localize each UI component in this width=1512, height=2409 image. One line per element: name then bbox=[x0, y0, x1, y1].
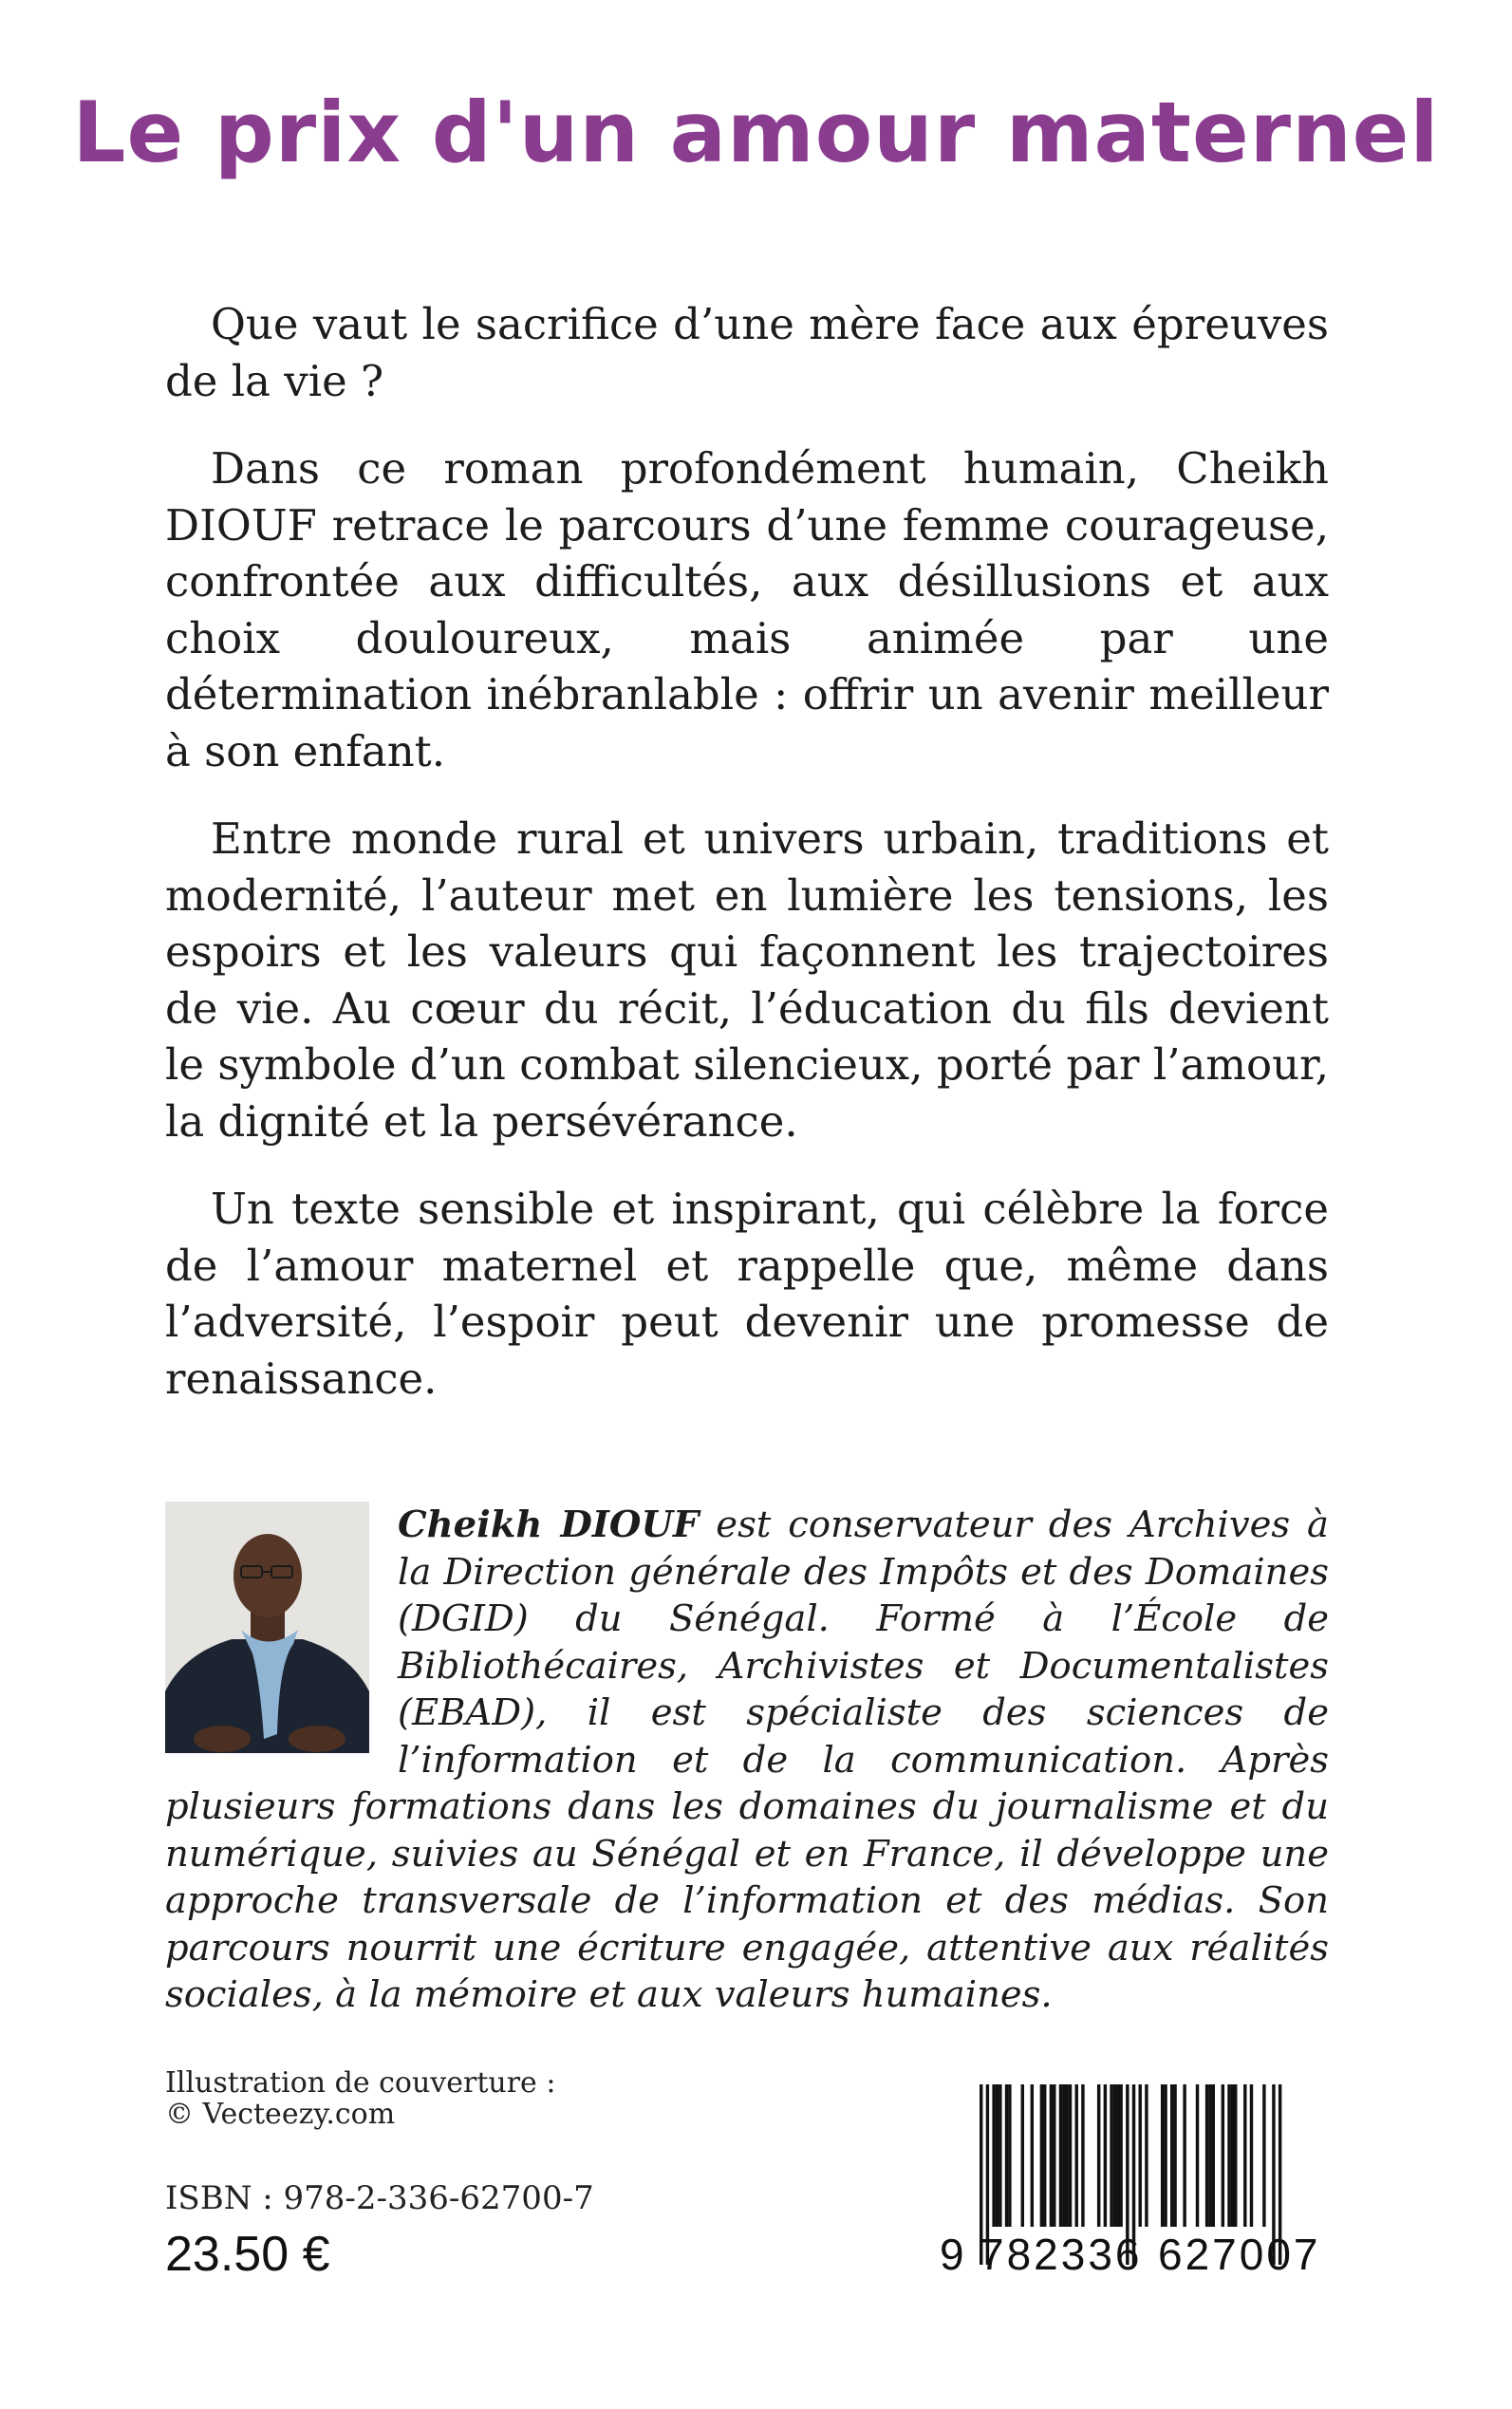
barcode-bar bbox=[1139, 2084, 1142, 2227]
barcode-bar bbox=[1053, 2084, 1055, 2227]
barcode-bar bbox=[1021, 2084, 1024, 2227]
barcode-bar bbox=[1205, 2084, 1208, 2227]
barcode-right-group: 627007 bbox=[1158, 2230, 1321, 2279]
credits-line: Illustration de couverture : bbox=[165, 2066, 556, 2100]
price: 23.50 € bbox=[165, 2227, 330, 2282]
barcode-bar bbox=[1008, 2084, 1011, 2227]
barcode-bar bbox=[1043, 2084, 1046, 2227]
author-photo bbox=[165, 1502, 369, 1753]
barcode-bar bbox=[1075, 2084, 1078, 2227]
blurb-paragraph: Entre monde rural et univers urbain, traditions et modernité, l’auteur met en lumière les tensions, les espoirs et les valeurs qui façonnent les trajectoires de vie. Au cœur du récit, l’éducation du fils devient le symbole d’un combat silencieux, porté par l’amour, la dignité et la persévérance. bbox=[165, 813, 1329, 1147]
barcode-bar bbox=[1234, 2084, 1237, 2227]
book-title: Le prix d'un amour maternel bbox=[72, 84, 1440, 181]
barcode-bar bbox=[1164, 2084, 1167, 2227]
barcode-bar bbox=[1031, 2084, 1034, 2227]
barcode-bar bbox=[1116, 2084, 1119, 2227]
barcode-bar bbox=[992, 2084, 995, 2227]
barcode-bar bbox=[1145, 2084, 1148, 2227]
barcode-bar bbox=[1113, 2084, 1116, 2227]
barcode-bar bbox=[1212, 2084, 1215, 2227]
barcode-bar bbox=[996, 2084, 999, 2227]
cover-credits bbox=[165, 2067, 555, 2130]
author-bio bbox=[165, 1502, 1329, 2019]
barcode-bar bbox=[1062, 2084, 1065, 2227]
blurb-paragraph: Que vaut le sacrifice d’une mère face aux épreuves de la vie ? bbox=[165, 299, 1329, 406]
barcode-bar bbox=[1161, 2084, 1164, 2227]
barcode-bar bbox=[1110, 2084, 1112, 2227]
barcode-bar bbox=[1040, 2084, 1043, 2227]
barcode-bar bbox=[1222, 2084, 1224, 2227]
barcode-bar bbox=[1050, 2084, 1053, 2227]
barcode-bar bbox=[1069, 2084, 1072, 2227]
barcode-bar bbox=[1104, 2084, 1107, 2227]
barcode-bar bbox=[1173, 2084, 1176, 2227]
back-cover-blurb bbox=[165, 296, 1329, 1438]
barcode-bar bbox=[1227, 2084, 1230, 2227]
credits-line: © Vecteezy.com bbox=[165, 2098, 396, 2131]
isbn: ISBN : 978-2-336-62700-7 bbox=[165, 2179, 594, 2217]
barcode-bar bbox=[1005, 2084, 1008, 2227]
barcode-bar bbox=[1097, 2084, 1100, 2227]
barcode-bar bbox=[1231, 2084, 1234, 2227]
barcode-bar bbox=[1183, 2084, 1185, 2227]
barcode-bar bbox=[1262, 2084, 1265, 2227]
barcode-first-digit: 9 bbox=[940, 2230, 964, 2279]
barcode-bar bbox=[1250, 2084, 1253, 2227]
barcode-bar bbox=[1243, 2084, 1246, 2227]
barcode-bar bbox=[1119, 2084, 1122, 2227]
author-name: Cheikh DIOUF bbox=[398, 1503, 700, 1546]
barcode-digits bbox=[940, 2229, 1338, 2286]
barcode-bar bbox=[1059, 2084, 1062, 2227]
barcode-bar bbox=[1065, 2084, 1068, 2227]
barcode-bar bbox=[1170, 2084, 1173, 2227]
blurb-paragraph: Un texte sensible et inspirant, qui célèbre la force de l’amour maternel et rappelle que, même dans l’adversité, l’espoir peut devenir une promesse de renaissance. bbox=[165, 1184, 1329, 1404]
barcode-bar bbox=[1208, 2084, 1211, 2227]
barcode-bar bbox=[999, 2084, 1001, 2227]
barcode-left-group: 782336 bbox=[980, 2230, 1143, 2279]
blurb-paragraph: Dans ce roman profondément humain, Cheikh DIOUF retrace le parcours d’une femme courageuse, confrontée aux difficultés, aux désillusions et aux choix douloureux, mais animée par une détermination inébranlable : offrir un avenir meilleur à son enfant. bbox=[165, 443, 1329, 776]
barcode-bar bbox=[1196, 2084, 1199, 2227]
author-bio-body: est conservateur des Archives à la Direction générale des Impôts et des Domaines (DGID) du Sénégal. Formé à l’École de Bibliothécaires, Archivistes et Documentalistes (EBAD), il est spécialiste des sciences de l’information et de la communication. Après plusieurs formations dans les domaines du journalisme et du numérique, suivies au Sénégal et en France, il développe une approche transversale de l’information et des médias. Son parcours nourrit une écriture engagée, attentive aux réalités sociales, à la mémoire et aux valeurs humaines. bbox=[165, 1503, 1330, 2016]
barcode-bar bbox=[1081, 2084, 1084, 2227]
